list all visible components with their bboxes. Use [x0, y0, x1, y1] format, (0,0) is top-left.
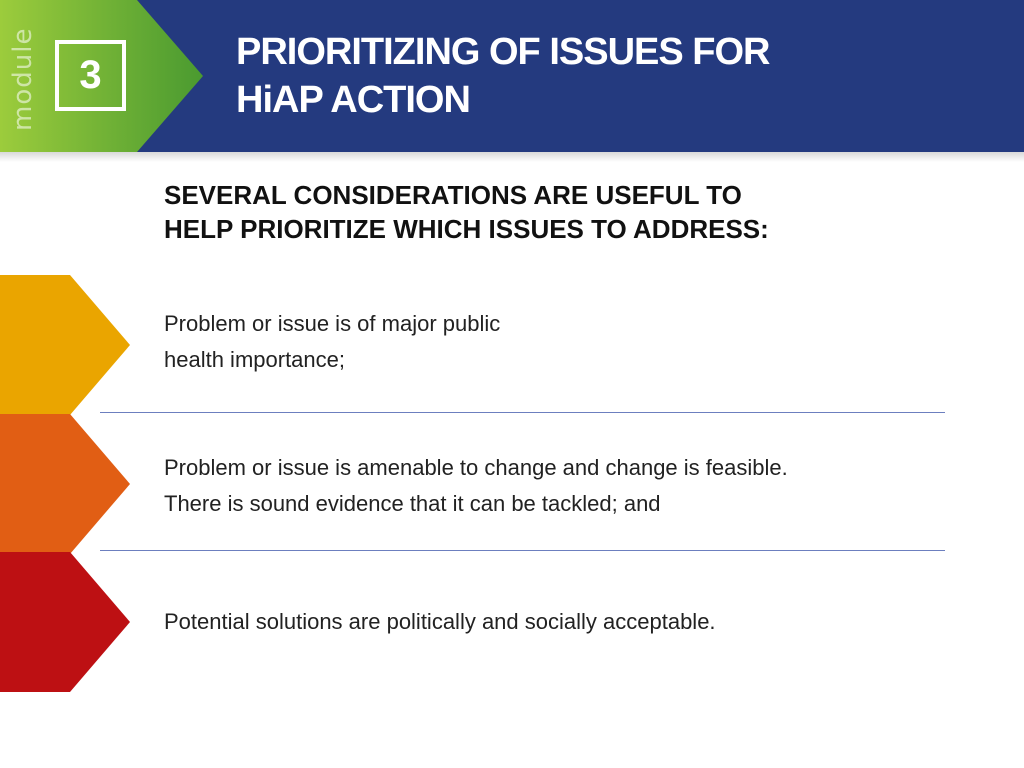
- item-2-line-1: Problem or issue is amenable to change and change is feasible.: [164, 455, 788, 480]
- item-1-line-1: Problem or issue is of major public: [164, 311, 501, 336]
- item-2-text: [164, 450, 954, 522]
- item-2-line-2: There is sound evidence that it can be tackled; and: [164, 491, 661, 516]
- module-word: module: [8, 27, 38, 131]
- divider-2: [100, 550, 945, 551]
- item-2-chevron-shape: [0, 414, 130, 554]
- section-heading: [164, 178, 924, 246]
- item-1-chevron: [0, 275, 130, 415]
- item-1-line-2: health importance;: [164, 347, 345, 372]
- item-2-chevron: [0, 414, 130, 554]
- title-line-2: HiAP ACTION: [236, 79, 470, 121]
- item-3-chevron-shape: [0, 552, 130, 692]
- header-shadow: [0, 152, 1024, 162]
- title-line-1: PRIORITIZING OF ISSUES FOR: [236, 31, 770, 73]
- module-number: 3: [79, 53, 102, 97]
- item-3-line-1: Potential solutions are politically and socially acceptable.: [164, 609, 716, 634]
- module-number-box: [55, 40, 126, 111]
- item-1-text: [164, 306, 954, 378]
- item-3-chevron: [0, 552, 130, 692]
- item-1-chevron-shape: [0, 275, 130, 415]
- divider-1: [100, 412, 945, 413]
- heading-line-1: SEVERAL CONSIDERATIONS ARE USEFUL TO: [164, 180, 742, 210]
- page-title: [236, 28, 996, 124]
- heading-line-2: HELP PRIORITIZE WHICH ISSUES TO ADDRESS:: [164, 214, 769, 244]
- module-tab: [0, 0, 205, 152]
- item-3-text: [164, 604, 954, 640]
